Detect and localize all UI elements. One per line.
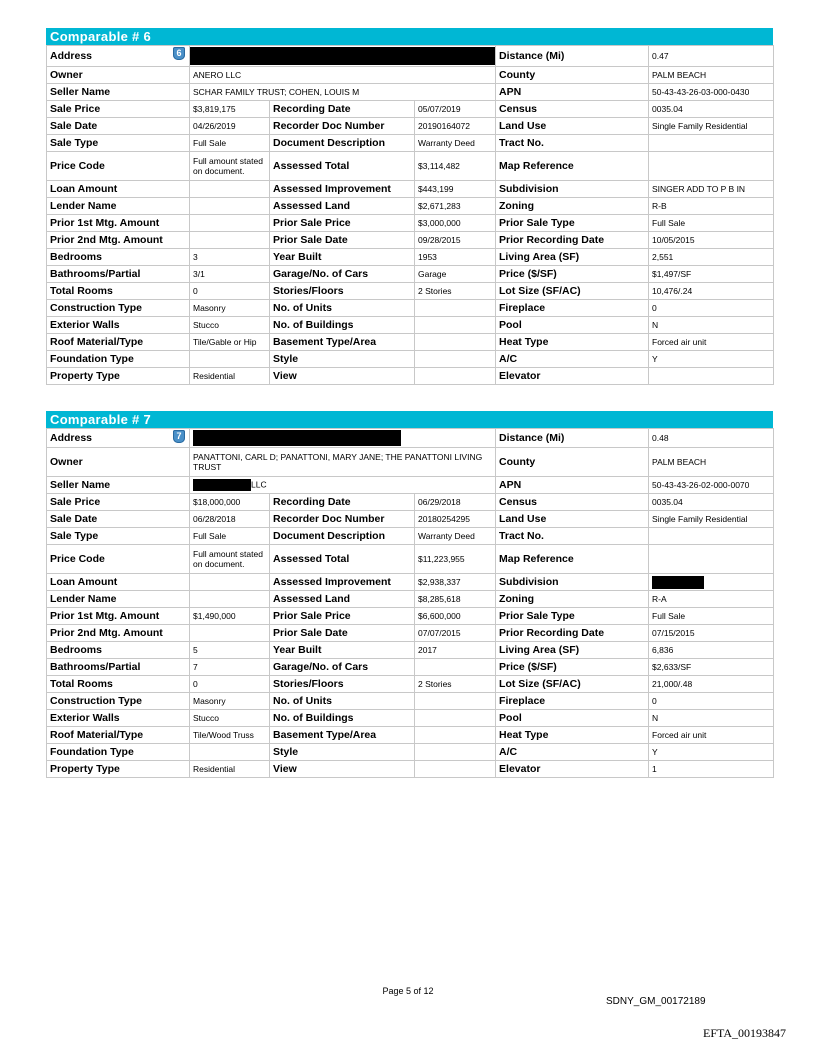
field-label: Prior Sale Date [270, 232, 415, 249]
table-row [47, 642, 774, 659]
map-pin-icon[interactable]: 7 [173, 430, 185, 443]
field-label: Exterior Walls [47, 317, 190, 334]
field-label: Elevator [496, 761, 649, 778]
table-row [47, 429, 774, 448]
field-value [649, 528, 774, 545]
field-value: ANERO LLC [190, 67, 496, 84]
field-value [190, 351, 270, 368]
field-label: Sale Price [47, 494, 190, 511]
field-label: Roof Material/Type [47, 334, 190, 351]
table-row [47, 710, 774, 727]
field-label: Assessed Improvement [270, 181, 415, 198]
field-value: SCHAR FAMILY TRUST; COHEN, LOUIS M [190, 84, 496, 101]
field-value [190, 198, 270, 215]
field-value: $3,000,000 [415, 215, 496, 232]
field-label: Prior 1st Mtg. Amount [47, 215, 190, 232]
field-label: Lender Name [47, 198, 190, 215]
field-label: Distance (Mi) [496, 429, 649, 448]
field-label: Price ($/SF) [496, 659, 649, 676]
field-label: Owner [47, 67, 190, 84]
field-value: Tile/Gable or Hip [190, 334, 270, 351]
field-value: Y [649, 351, 774, 368]
field-value [415, 368, 496, 385]
field-value: $3,114,482 [415, 152, 496, 181]
field-value [415, 693, 496, 710]
field-label: Price Code [47, 545, 190, 574]
field-value: $1,497/SF [649, 266, 774, 283]
table-row [47, 118, 774, 135]
redaction-bar [190, 47, 496, 65]
field-label: Roof Material/Type [47, 727, 190, 744]
field-value [415, 334, 496, 351]
field-value: 10,476/.24 [649, 283, 774, 300]
field-value: 0 [190, 676, 270, 693]
field-label: Recording Date [270, 494, 415, 511]
field-value [649, 152, 774, 181]
field-value: PANATTONI, CARL D; PANATTONI, MARY JANE; THE PANATTONI LIVING TRUST [190, 448, 496, 477]
field-label: Pool [496, 710, 649, 727]
field-value: 05/07/2019 [415, 101, 496, 118]
table-row [47, 659, 774, 676]
table-row [47, 215, 774, 232]
field-value: Y [649, 744, 774, 761]
field-value: $2,633/SF [649, 659, 774, 676]
field-value: N [649, 317, 774, 334]
field-label: Basement Type/Area [270, 727, 415, 744]
field-label: Elevator [496, 368, 649, 385]
table-row [47, 528, 774, 545]
field-label: Loan Amount [47, 181, 190, 198]
field-label: Document Description [270, 135, 415, 152]
field-value: 20190164072 [415, 118, 496, 135]
table-row [47, 448, 774, 477]
field-label: Address [50, 50, 93, 62]
redaction-bar [652, 576, 704, 589]
table-row [47, 46, 774, 67]
field-value: 7 [190, 659, 270, 676]
field-label: Land Use [496, 118, 649, 135]
table-row [47, 608, 774, 625]
field-label: Prior 1st Mtg. Amount [47, 608, 190, 625]
field-value: $2,671,283 [415, 198, 496, 215]
field-value: N [649, 710, 774, 727]
field-label: View [270, 368, 415, 385]
field-value: Garage [415, 266, 496, 283]
field-value [415, 300, 496, 317]
field-value: 0035.04 [649, 494, 774, 511]
comparable-6 [46, 28, 773, 385]
field-label: Foundation Type [47, 351, 190, 368]
field-label: Prior Sale Type [496, 215, 649, 232]
field-label: Bathrooms/Partial [47, 266, 190, 283]
table-row [47, 300, 774, 317]
field-value: 07/07/2015 [415, 625, 496, 642]
field-label: APN [496, 84, 649, 101]
field-label: Sale Date [47, 511, 190, 528]
table-row [47, 477, 774, 494]
field-value [415, 659, 496, 676]
field-label: No. of Units [270, 693, 415, 710]
field-label: No. of Buildings [270, 710, 415, 727]
field-label: Total Rooms [47, 676, 190, 693]
field-value: 06/28/2018 [190, 511, 270, 528]
field-label: Assessed Improvement [270, 574, 415, 591]
field-value: PALM BEACH [649, 448, 774, 477]
field-label: Zoning [496, 591, 649, 608]
field-label: APN [496, 477, 649, 494]
field-value: 0.47 [649, 46, 774, 67]
field-value [649, 135, 774, 152]
table-row [47, 135, 774, 152]
field-label: Total Rooms [47, 283, 190, 300]
field-value [415, 317, 496, 334]
field-label: Prior Sale Price [270, 215, 415, 232]
field-label: Bathrooms/Partial [47, 659, 190, 676]
table-row [47, 761, 774, 778]
field-label: Property Type [47, 761, 190, 778]
field-value: $8,285,618 [415, 591, 496, 608]
field-value [190, 232, 270, 249]
field-label: Stories/Floors [270, 283, 415, 300]
field-value: 0.48 [649, 429, 774, 448]
field-label: Fireplace [496, 693, 649, 710]
field-label: Prior Sale Date [270, 625, 415, 642]
field-value: 6,836 [649, 642, 774, 659]
field-value: $3,819,175 [190, 101, 270, 118]
field-value: 0 [649, 300, 774, 317]
field-value: 3/1 [190, 266, 270, 283]
field-label: Basement Type/Area [270, 334, 415, 351]
field-value: 2 Stories [415, 283, 496, 300]
field-label: Fireplace [496, 300, 649, 317]
field-value: 20180254295 [415, 511, 496, 528]
field-label: Assessed Land [270, 198, 415, 215]
field-label: Land Use [496, 511, 649, 528]
field-label: Lender Name [47, 591, 190, 608]
field-label: Garage/No. of Cars [270, 266, 415, 283]
field-value: 50-43-43-26-02-000-0070 [649, 477, 774, 494]
field-value: $11,223,955 [415, 545, 496, 574]
field-value: Stucco [190, 317, 270, 334]
field-label: Map Reference [496, 545, 649, 574]
field-value [190, 574, 270, 591]
table-row [47, 625, 774, 642]
field-value [190, 625, 270, 642]
field-value [415, 744, 496, 761]
field-label: Tract No. [496, 528, 649, 545]
field-label: Prior Sale Price [270, 608, 415, 625]
table-row [47, 317, 774, 334]
field-label: No. of Buildings [270, 317, 415, 334]
field-label: Subdivision [496, 181, 649, 198]
field-label: Bedrooms [47, 642, 190, 659]
table-row [47, 676, 774, 693]
field-value: 09/28/2015 [415, 232, 496, 249]
bates-stamp: EFTA_00193847 [703, 1026, 787, 1040]
field-label: Document Description [270, 528, 415, 545]
field-value [190, 744, 270, 761]
field-value: LLC [251, 479, 267, 490]
field-label: Heat Type [496, 727, 649, 744]
field-value [415, 727, 496, 744]
field-label: Construction Type [47, 693, 190, 710]
comparable-title: Comparable # 6 [46, 28, 773, 45]
page-number: Page 5 of 12 [382, 986, 434, 996]
field-value: 2017 [415, 642, 496, 659]
table-row [47, 727, 774, 744]
field-value: 07/15/2015 [649, 625, 774, 642]
table-row [47, 545, 774, 574]
field-value: 0 [190, 283, 270, 300]
field-label: Stories/Floors [270, 676, 415, 693]
redaction-bar [193, 479, 251, 491]
field-value [649, 545, 774, 574]
field-value: Single Family Residential [649, 118, 774, 135]
table-row [47, 574, 774, 591]
field-label: Sale Date [47, 118, 190, 135]
table-row [47, 101, 774, 118]
map-pin-icon[interactable]: 6 [173, 47, 185, 60]
field-label: Living Area (SF) [496, 249, 649, 266]
field-label: County [496, 67, 649, 84]
field-value: $2,938,337 [415, 574, 496, 591]
field-value: Forced air unit [649, 727, 774, 744]
field-label: Living Area (SF) [496, 642, 649, 659]
field-value [415, 710, 496, 727]
comparable-table [46, 428, 774, 778]
field-value: Full amount stated on document. [190, 545, 270, 574]
field-label: Sale Type [47, 135, 190, 152]
table-row [47, 181, 774, 198]
field-value: Masonry [190, 693, 270, 710]
field-value: 1 [649, 761, 774, 778]
field-label: Assessed Land [270, 591, 415, 608]
table-row [47, 494, 774, 511]
table-row [47, 511, 774, 528]
field-value: Warranty Deed [415, 135, 496, 152]
field-label: Recorder Doc Number [270, 511, 415, 528]
field-value: Warranty Deed [415, 528, 496, 545]
field-value: Full Sale [649, 608, 774, 625]
field-label: Exterior Walls [47, 710, 190, 727]
field-label: Seller Name [47, 84, 190, 101]
field-label: Bedrooms [47, 249, 190, 266]
field-label: Recorder Doc Number [270, 118, 415, 135]
field-value [415, 761, 496, 778]
field-value: 5 [190, 642, 270, 659]
field-label: County [496, 448, 649, 477]
field-value: 21,000/.48 [649, 676, 774, 693]
field-label: Owner [47, 448, 190, 477]
field-value: Residential [190, 368, 270, 385]
field-label: No. of Units [270, 300, 415, 317]
field-label: Year Built [270, 642, 415, 659]
field-value: SINGER ADD TO P B IN [649, 181, 774, 198]
field-label: Property Type [47, 368, 190, 385]
field-value: 2,551 [649, 249, 774, 266]
field-value: Full Sale [649, 215, 774, 232]
table-row [47, 152, 774, 181]
comparable-7 [46, 411, 773, 778]
field-value [190, 215, 270, 232]
field-value: $18,000,000 [190, 494, 270, 511]
field-value: $1,490,000 [190, 608, 270, 625]
field-label: Price Code [47, 152, 190, 181]
field-value: 06/29/2018 [415, 494, 496, 511]
field-label: A/C [496, 351, 649, 368]
field-label: Census [496, 494, 649, 511]
field-value: $443,199 [415, 181, 496, 198]
field-label: Sale Price [47, 101, 190, 118]
field-label: Foundation Type [47, 744, 190, 761]
field-value: 10/05/2015 [649, 232, 774, 249]
comparable-title: Comparable # 7 [46, 411, 773, 428]
table-row [47, 351, 774, 368]
table-row [47, 334, 774, 351]
redaction-bar [193, 430, 401, 446]
field-label: Zoning [496, 198, 649, 215]
field-value: Single Family Residential [649, 511, 774, 528]
field-value: Full Sale [190, 135, 270, 152]
field-value: Residential [190, 761, 270, 778]
field-label: Pool [496, 317, 649, 334]
field-value: 1953 [415, 249, 496, 266]
table-row [47, 693, 774, 710]
field-value [190, 181, 270, 198]
field-value: 0035.04 [649, 101, 774, 118]
field-value: Masonry [190, 300, 270, 317]
field-value [415, 351, 496, 368]
table-row [47, 266, 774, 283]
field-label: Price ($/SF) [496, 266, 649, 283]
field-value: 0 [649, 693, 774, 710]
field-label: Garage/No. of Cars [270, 659, 415, 676]
table-row [47, 198, 774, 215]
table-row [47, 84, 774, 101]
field-label: Style [270, 744, 415, 761]
comparable-table [46, 45, 774, 385]
field-label: Heat Type [496, 334, 649, 351]
field-label: Loan Amount [47, 574, 190, 591]
field-label: Tract No. [496, 135, 649, 152]
field-value: R-B [649, 198, 774, 215]
field-label: Prior 2nd Mtg. Amount [47, 625, 190, 642]
field-label: Year Built [270, 249, 415, 266]
field-label: Lot Size (SF/AC) [496, 676, 649, 693]
document-code: SDNY_GM_00172189 [606, 996, 706, 1007]
field-label: Sale Type [47, 528, 190, 545]
field-value: 50-43-43-26-03-000-0430 [649, 84, 774, 101]
field-label: Prior Recording Date [496, 625, 649, 642]
field-label: Census [496, 101, 649, 118]
field-value: Tile/Wood Truss [190, 727, 270, 744]
field-value: 3 [190, 249, 270, 266]
field-value: Stucco [190, 710, 270, 727]
field-label: Construction Type [47, 300, 190, 317]
table-row [47, 249, 774, 266]
field-label: Lot Size (SF/AC) [496, 283, 649, 300]
field-value: R-A [649, 591, 774, 608]
field-label: Seller Name [47, 477, 190, 494]
field-label: Address [50, 432, 93, 444]
table-row [47, 67, 774, 84]
field-value: PALM BEACH [649, 67, 774, 84]
field-label: Assessed Total [270, 152, 415, 181]
field-value: $6,600,000 [415, 608, 496, 625]
field-value [190, 591, 270, 608]
table-row [47, 591, 774, 608]
table-row [47, 283, 774, 300]
field-value: 2 Stories [415, 676, 496, 693]
field-label: Map Reference [496, 152, 649, 181]
field-label: Assessed Total [270, 545, 415, 574]
field-value: 04/26/2019 [190, 118, 270, 135]
field-label: View [270, 761, 415, 778]
field-value: Forced air unit [649, 334, 774, 351]
table-row [47, 744, 774, 761]
field-label: Prior 2nd Mtg. Amount [47, 232, 190, 249]
table-row [47, 232, 774, 249]
field-label: Subdivision [496, 574, 649, 591]
field-label: A/C [496, 744, 649, 761]
table-row [47, 368, 774, 385]
field-label: Prior Sale Type [496, 608, 649, 625]
field-label: Prior Recording Date [496, 232, 649, 249]
field-label: Style [270, 351, 415, 368]
field-value [649, 368, 774, 385]
field-label: Distance (Mi) [496, 46, 649, 67]
field-value: Full amount stated on document. [190, 152, 270, 181]
field-label: Recording Date [270, 101, 415, 118]
field-value: Full Sale [190, 528, 270, 545]
